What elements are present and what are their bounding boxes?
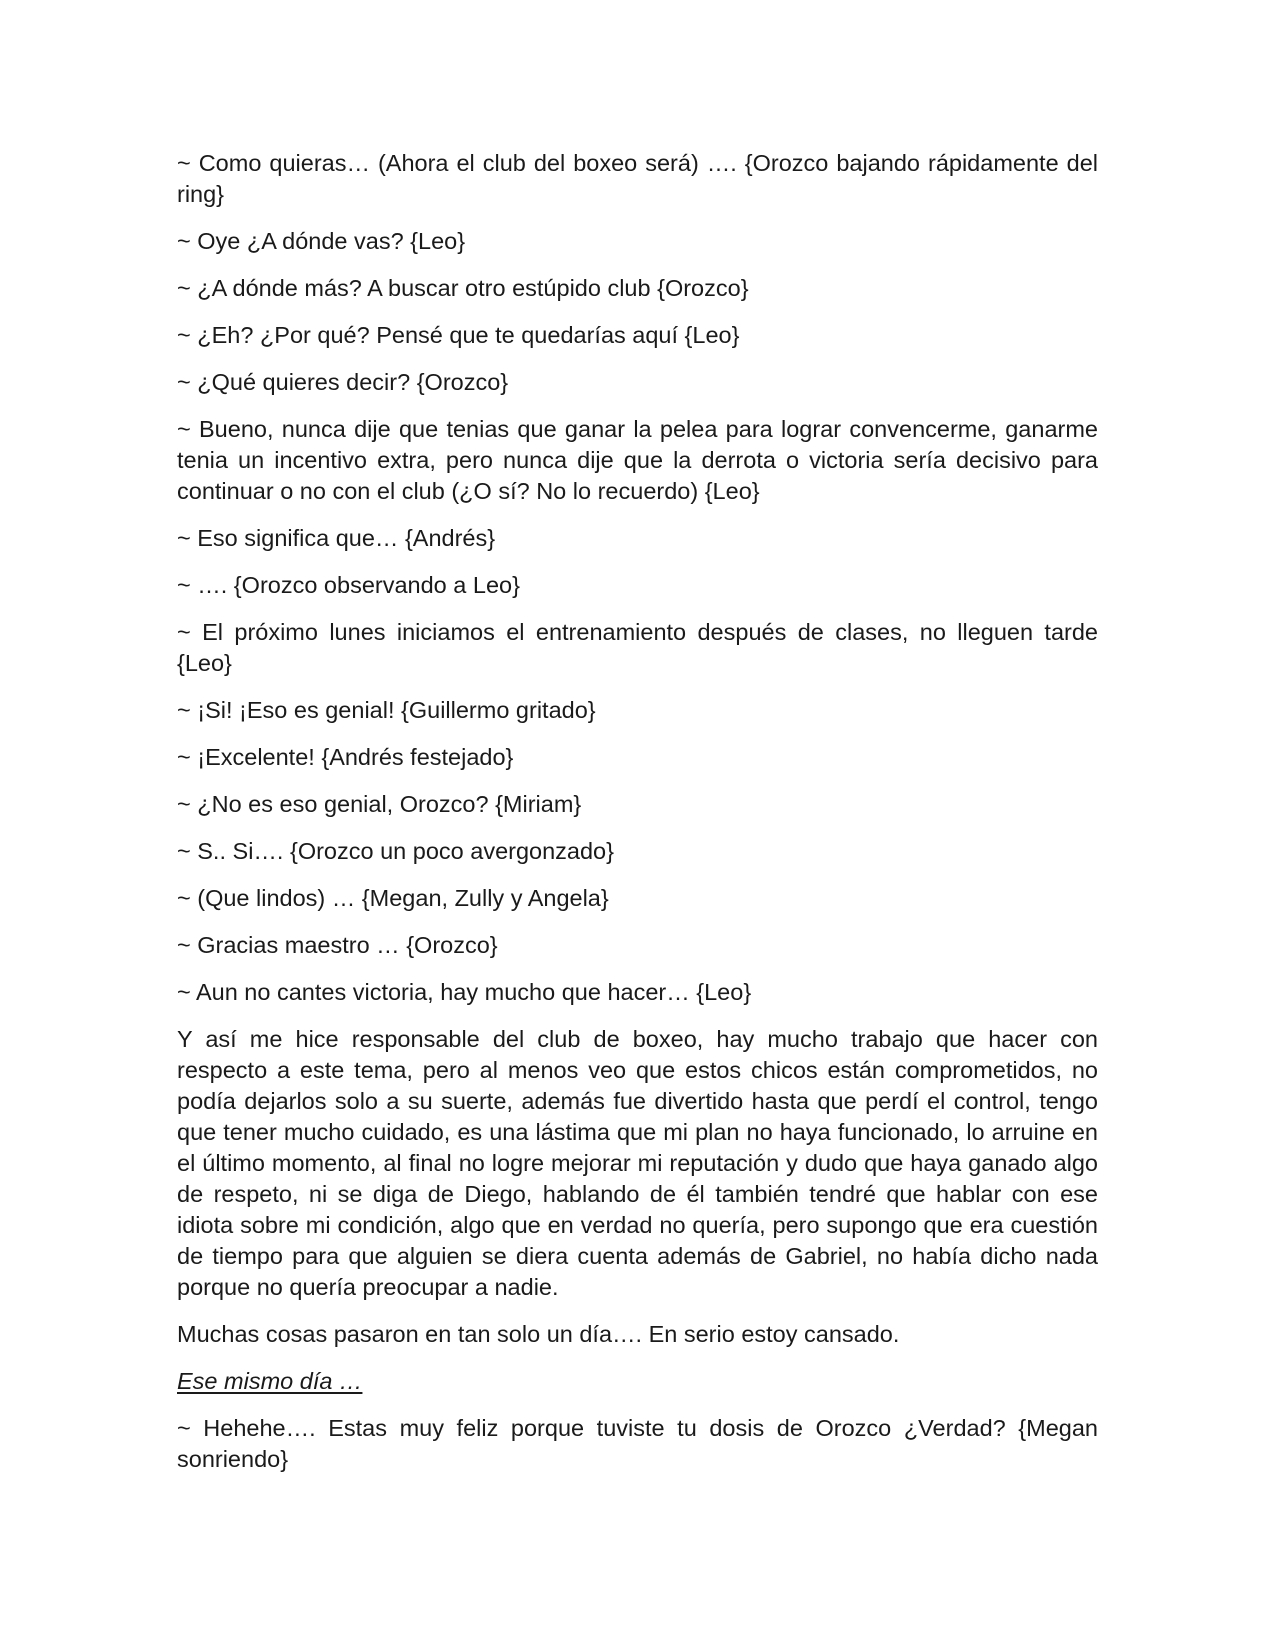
- dialogue-line: ~ ¿A dónde más? A buscar otro estúpido club {Orozco}: [177, 275, 749, 301]
- dialogue-line: ~ Hehehe…. Estas muy feliz porque tuviste tu dosis de Orozco ¿Verdad? {Megan sonriendo}: [177, 1415, 1098, 1472]
- narration-paragraph: Y así me hice responsable del club de boxeo, hay mucho trabajo que hacer con respecto a este tema, pero al menos veo que estos chicos están comprometidos, no podía dejarlos solo a su suerte, además fue divertido hasta que perdí el control, tengo que tener mucho cuidado, es una lástima que mi plan no haya funcionado, lo arruine en el último momento, al final no logre mejorar mi reputación y dudo que haya ganado algo de respeto, ni se diga de Diego, hablando de él también tendré que hablar con ese idiota sobre mi condición, algo que en verdad no quería, pero supongo que era cuestión de tiempo para que alguien se diera cuenta además de Gabriel, no había dicho nada porque no quería preocupar a nadie.: [177, 1026, 1098, 1300]
- dialogue-line: ~ Eso significa que… {Andrés}: [177, 525, 496, 551]
- dialogue-line: ~ ¿Eh? ¿Por qué? Pensé que te quedarías aquí {Leo}: [177, 322, 740, 348]
- narration-paragraph: Muchas cosas pasaron en tan solo un día…. En serio estoy cansado.: [177, 1321, 900, 1347]
- dialogue-line: ~ S.. Si…. {Orozco un poco avergonzado}: [177, 838, 614, 864]
- dialogue-line: ~ ¿Qué quieres decir? {Orozco}: [177, 369, 509, 395]
- dialogue-line: ~ …. {Orozco observando a Leo}: [177, 572, 520, 598]
- dialogue-line: ~ ¡Si! ¡Eso es genial! {Guillermo gritado}: [177, 697, 596, 723]
- scene-heading: [177, 1366, 1098, 1397]
- document-page: [177, 148, 1098, 1491]
- scene-heading-text: Ese mismo día …: [177, 1368, 363, 1394]
- dialogue-line: ~ Gracias maestro … {Orozco}: [177, 932, 498, 958]
- dialogue-line: ~ Bueno, nunca dije que tenias que ganar la pelea para lograr convencerme, ganarme tenia un incentivo extra, pero nunca dije que la derrota o victoria sería decisivo para continuar o no con el club (¿O sí? No lo recuerdo) {Leo}: [177, 416, 1098, 504]
- dialogue-line: ~ ¡Excelente! {Andrés festejado}: [177, 744, 514, 770]
- dialogue-line: ~ Oye ¿A dónde vas? {Leo}: [177, 228, 466, 254]
- dialogue-line: ~ El próximo lunes iniciamos el entrenamiento después de clases, no lleguen tarde {Leo}: [177, 619, 1098, 676]
- dialogue-line: ~ Como quieras… (Ahora el club del boxeo será) …. {Orozco bajando rápidamente del ring}: [177, 150, 1098, 207]
- dialogue-line: ~ ¿No es eso genial, Orozco? {Miriam}: [177, 791, 582, 817]
- dialogue-line: ~ (Que lindos) … {Megan, Zully y Angela}: [177, 885, 609, 911]
- dialogue-line: ~ Aun no cantes victoria, hay mucho que hacer… {Leo}: [177, 979, 752, 1005]
